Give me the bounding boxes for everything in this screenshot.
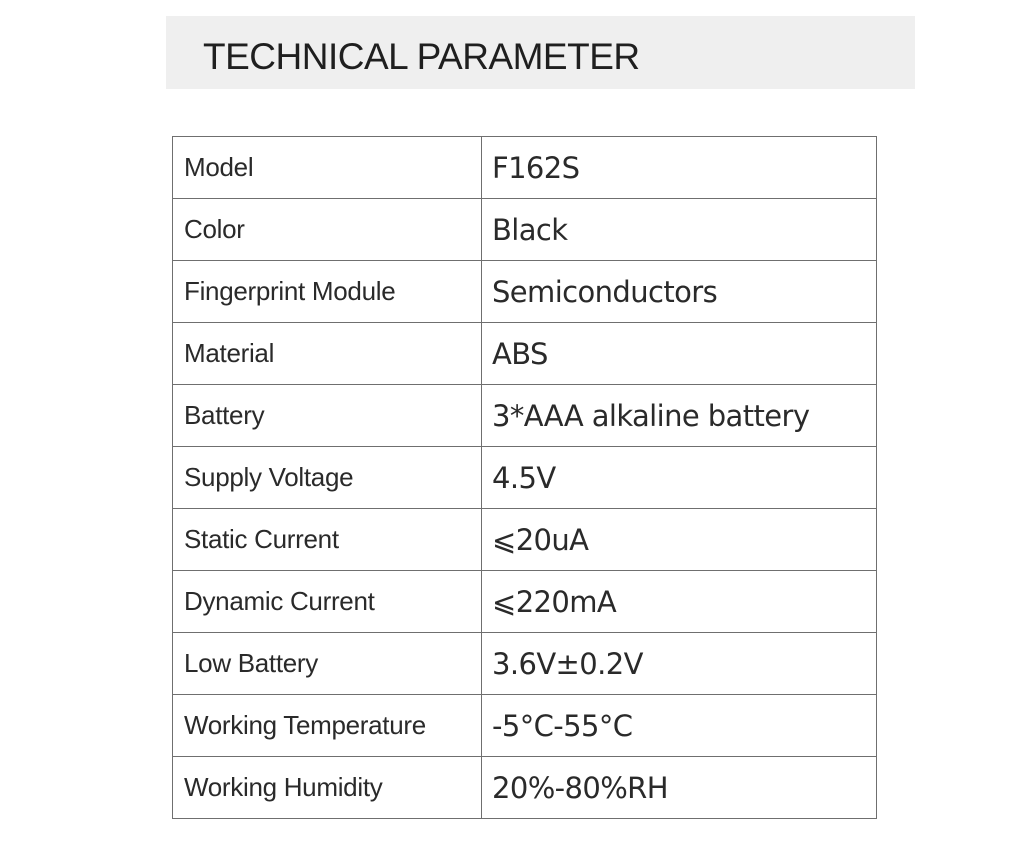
param-label: Material [173,323,482,385]
table-row [173,633,877,695]
param-label: Static Current [173,509,482,571]
param-value: ⩽20uA [482,509,877,571]
table-row [173,323,877,385]
table-row [173,261,877,323]
param-value: Black [482,199,877,261]
table-row [173,385,877,447]
table-row [173,695,877,757]
spec-table [172,136,877,819]
table-row [173,571,877,633]
param-label: Working Temperature [173,695,482,757]
table-row [173,199,877,261]
table-row [173,509,877,571]
param-value: 3.6V±0.2V [482,633,877,695]
param-label: Low Battery [173,633,482,695]
param-value: ⩽220mA [482,571,877,633]
title-bar [166,16,915,89]
param-label: Fingerprint Module [173,261,482,323]
param-value: 4.5V [482,447,877,509]
param-label: Model [173,137,482,199]
table-row [173,447,877,509]
param-value: Semiconductors [482,261,877,323]
param-label: Battery [173,385,482,447]
param-value: 3*AAA alkaline battery [482,385,877,447]
param-value: F162S [482,137,877,199]
param-label: Dynamic Current [173,571,482,633]
table-row [173,757,877,819]
param-label: Supply Voltage [173,447,482,509]
param-label: Color [173,199,482,261]
param-value: -5°C-55°C [482,695,877,757]
param-value: 20%-80%RH [482,757,877,819]
table-row [173,137,877,199]
param-value: ABS [482,323,877,385]
page-title: TECHNICAL PARAMETER [203,36,640,77]
param-label: Working Humidity [173,757,482,819]
